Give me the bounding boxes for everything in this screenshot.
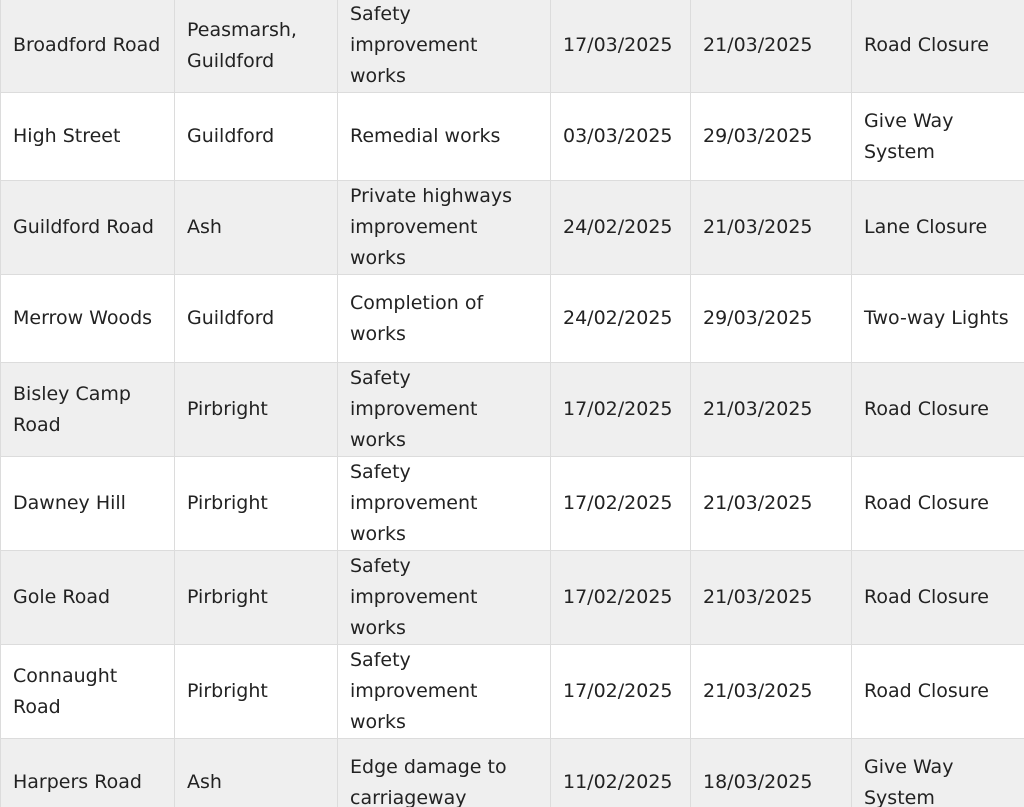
cell-end-date: 29/03/2025 — [691, 275, 852, 363]
cell-end-date: 18/03/2025 — [691, 739, 852, 807]
cell-road: Guildford Road — [1, 181, 175, 275]
cell-area: Ash — [175, 181, 338, 275]
cell-description: Remedial works — [338, 93, 551, 181]
table-row — [1, 645, 1024, 739]
cell-road: Harpers Road — [1, 739, 175, 807]
cell-road: Broadford Road — [1, 0, 175, 93]
cell-description: Safety improvement works — [338, 0, 551, 93]
table-row — [1, 93, 1024, 181]
table-row — [1, 181, 1024, 275]
cell-area: Guildford — [175, 275, 338, 363]
table-row — [1, 275, 1024, 363]
cell-start-date: 03/03/2025 — [551, 93, 691, 181]
table-row — [1, 457, 1024, 551]
cell-traffic-management: Road Closure — [852, 363, 1024, 457]
cell-end-date: 21/03/2025 — [691, 645, 852, 739]
cell-description: Completion of works — [338, 275, 551, 363]
cell-traffic-management: Road Closure — [852, 551, 1024, 645]
cell-end-date: 29/03/2025 — [691, 93, 852, 181]
table-row — [1, 551, 1024, 645]
cell-start-date: 24/02/2025 — [551, 181, 691, 275]
cell-end-date: 21/03/2025 — [691, 457, 852, 551]
cell-start-date: 17/02/2025 — [551, 551, 691, 645]
cell-traffic-management: Give Way System — [852, 739, 1024, 807]
cell-end-date: 21/03/2025 — [691, 0, 852, 93]
cell-area: Peasmarsh, Guildford — [175, 0, 338, 93]
cell-road: Connaught Road — [1, 645, 175, 739]
cell-start-date: 17/02/2025 — [551, 645, 691, 739]
cell-traffic-management: Road Closure — [852, 0, 1024, 93]
cell-road: Dawney Hill — [1, 457, 175, 551]
cell-road: Gole Road — [1, 551, 175, 645]
cell-traffic-management: Road Closure — [852, 645, 1024, 739]
cell-start-date: 17/03/2025 — [551, 0, 691, 93]
cell-start-date: 17/02/2025 — [551, 363, 691, 457]
cell-description: Safety improvement works — [338, 363, 551, 457]
cell-start-date: 11/02/2025 — [551, 739, 691, 807]
cell-description: Safety improvement works — [338, 457, 551, 551]
table-row — [1, 0, 1024, 93]
cell-area: Pirbright — [175, 645, 338, 739]
cell-traffic-management: Give Way System — [852, 93, 1024, 181]
cell-description: Safety improvement works — [338, 645, 551, 739]
cell-start-date: 17/02/2025 — [551, 457, 691, 551]
cell-area: Pirbright — [175, 551, 338, 645]
cell-area: Guildford — [175, 93, 338, 181]
cell-description: Edge damage to carriageway — [338, 739, 551, 807]
cell-road: Merrow Woods — [1, 275, 175, 363]
cell-road: High Street — [1, 93, 175, 181]
cell-start-date: 24/02/2025 — [551, 275, 691, 363]
cell-end-date: 21/03/2025 — [691, 363, 852, 457]
cell-area: Ash — [175, 739, 338, 807]
cell-area: Pirbright — [175, 363, 338, 457]
cell-traffic-management: Two-way Lights — [852, 275, 1024, 363]
cell-end-date: 21/03/2025 — [691, 551, 852, 645]
table-row — [1, 363, 1024, 457]
cell-description: Safety improvement works — [338, 551, 551, 645]
cell-traffic-management: Lane Closure — [852, 181, 1024, 275]
cell-end-date: 21/03/2025 — [691, 181, 852, 275]
cell-traffic-management: Road Closure — [852, 457, 1024, 551]
cell-area: Pirbright — [175, 457, 338, 551]
cell-description: Private highways improvement works — [338, 181, 551, 275]
table-row — [1, 739, 1024, 807]
cell-road: Bisley Camp Road — [1, 363, 175, 457]
